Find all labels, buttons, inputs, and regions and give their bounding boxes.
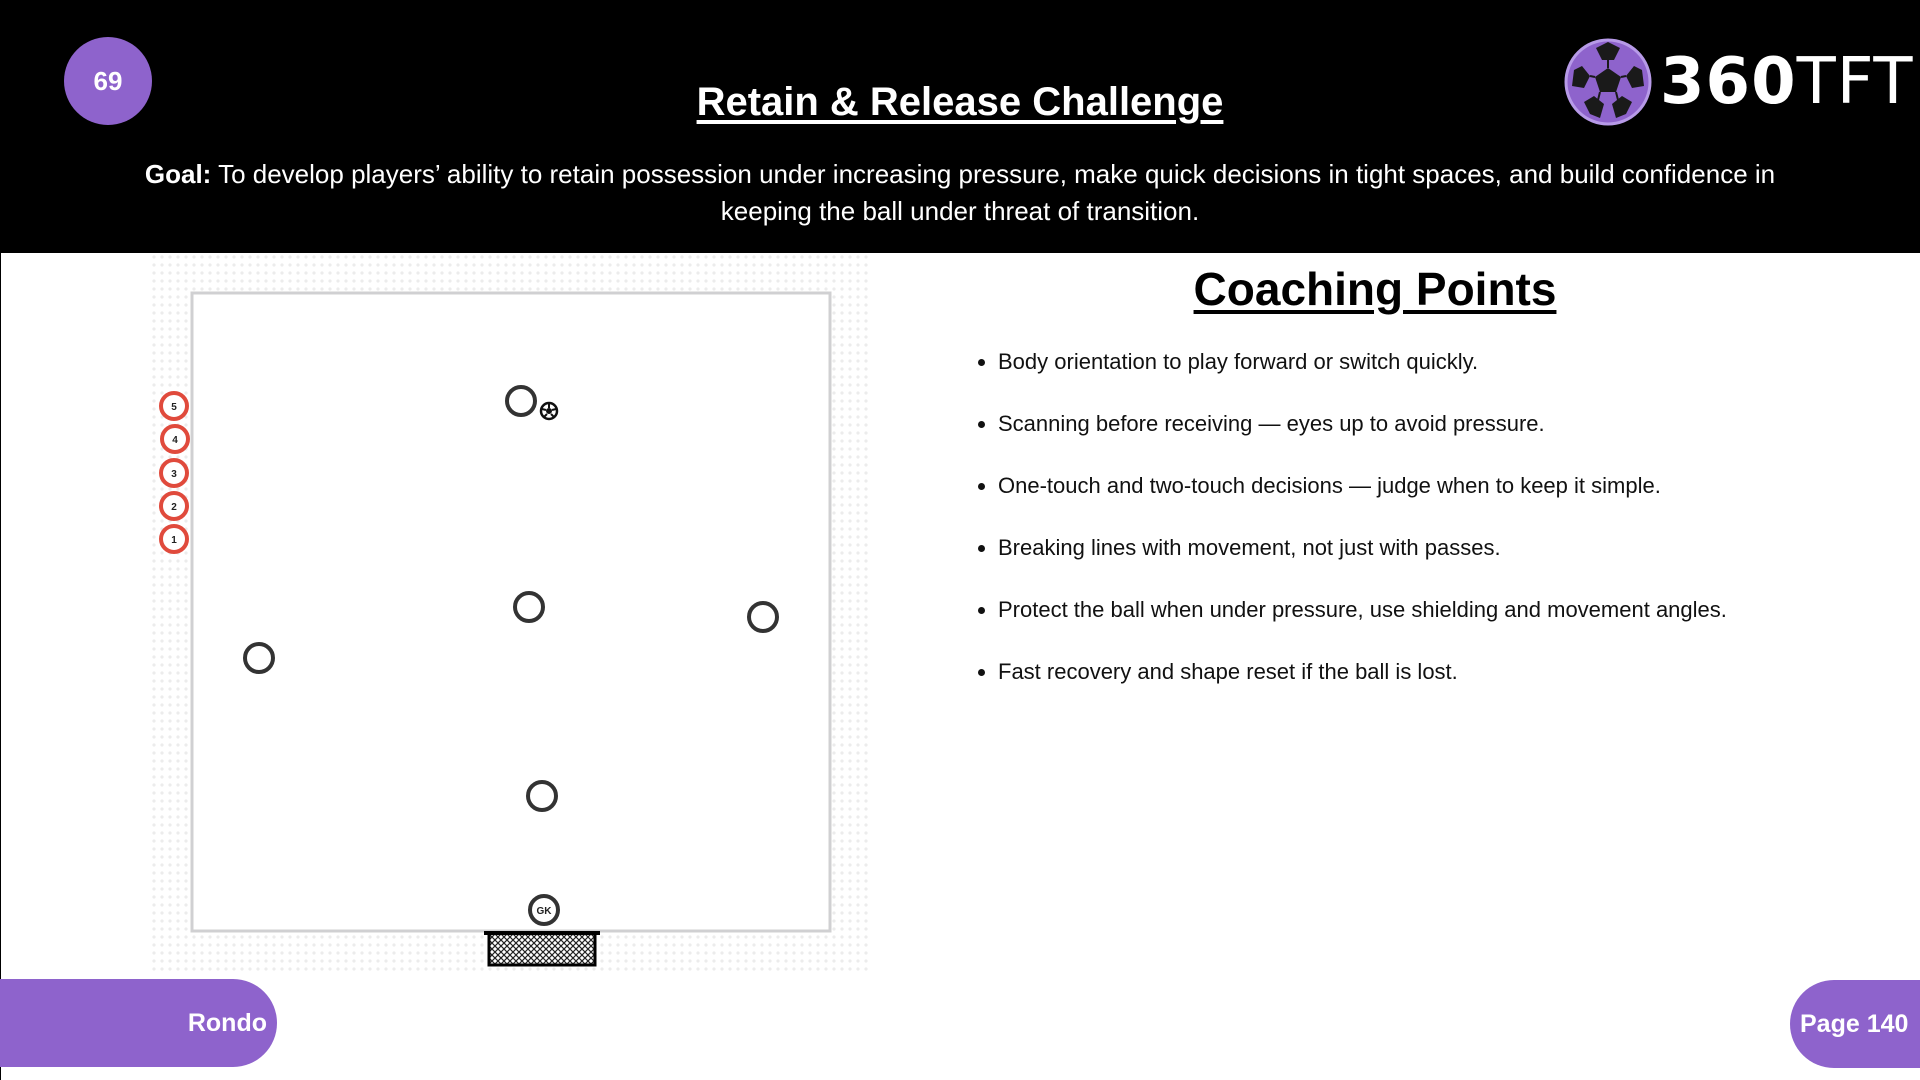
cone-5 — [161, 393, 187, 419]
coaching-point-text: Body orientation to play forward or switch quickly. — [998, 349, 1479, 374]
cone-3 — [161, 460, 187, 486]
cone-2-label: 2 — [171, 502, 177, 513]
list-item — [978, 342, 1878, 404]
page-edge — [0, 253, 1, 1080]
category-tab[interactable] — [0, 979, 277, 1067]
bullet-icon — [978, 421, 985, 428]
goal — [484, 933, 600, 965]
bullet-icon — [978, 669, 985, 676]
goalkeeper-marker — [530, 896, 558, 924]
goal-net — [489, 933, 595, 965]
list-item — [978, 652, 1878, 714]
cone-5-label: 5 — [171, 402, 177, 413]
goal-label: Goal: — [144, 159, 212, 189]
bullet-icon — [978, 359, 985, 366]
list-item — [978, 528, 1878, 590]
header-bar — [0, 0, 1920, 253]
player-marker — [245, 644, 273, 672]
goal-text — [100, 156, 1820, 230]
bullet-icon — [978, 483, 985, 490]
cone-4 — [162, 426, 188, 452]
player-marker — [515, 593, 543, 621]
brand-name-bold: 360 — [1660, 45, 1797, 119]
bullet-icon — [978, 607, 985, 614]
page-number-label: Page 140 — [1800, 1010, 1909, 1038]
list-item — [978, 590, 1878, 652]
training-diagram — [150, 253, 872, 973]
list-item — [978, 466, 1878, 528]
coaching-points-title: Coaching Points — [1193, 263, 1557, 315]
brand-name-light: TFT — [1796, 45, 1914, 119]
session-number-badge: 69 — [64, 37, 152, 125]
ball-icon — [541, 403, 557, 419]
page-number-tab — [1790, 980, 1920, 1068]
coaching-points-list — [978, 342, 1878, 714]
cone-4-label: 4 — [172, 435, 178, 446]
coaching-point-text: One-touch and two-touch decisions — judge when to keep it simple. — [998, 473, 1661, 498]
player-marker — [528, 782, 556, 810]
player-marker — [749, 603, 777, 631]
cone-3-label: 3 — [171, 469, 177, 480]
cone-stack — [161, 393, 188, 552]
list-item — [978, 404, 1878, 466]
coaching-point-text: Breaking lines with movement, not just with passes. — [998, 535, 1501, 560]
cone-2 — [161, 493, 187, 519]
brand-name — [1660, 45, 1913, 119]
category-label: Rondo — [187, 1009, 267, 1037]
bullet-icon — [978, 545, 985, 552]
soccer-ball-icon — [1562, 36, 1654, 128]
coaching-point-text: Protect the ball when under pressure, use shielding and movement angles. — [998, 597, 1727, 622]
brand-logo — [1562, 36, 1913, 128]
cone-1 — [161, 526, 187, 552]
goalkeeper-label: GK — [536, 906, 552, 917]
goal-description: To develop players’ ability to retain possession under increasing pressure, make quick decisions in tight spaces, and build confidence in keeping the ball under threat of transition. — [211, 159, 1776, 226]
coaching-point-text: Scanning before receiving — eyes up to avoid pressure. — [998, 411, 1545, 436]
player-marker — [507, 387, 535, 415]
cone-1-label: 1 — [171, 535, 177, 546]
coaching-point-text: Fast recovery and shape reset if the ball is lost. — [998, 659, 1458, 684]
page-title: Retain & Release Challenge — [696, 80, 1224, 124]
